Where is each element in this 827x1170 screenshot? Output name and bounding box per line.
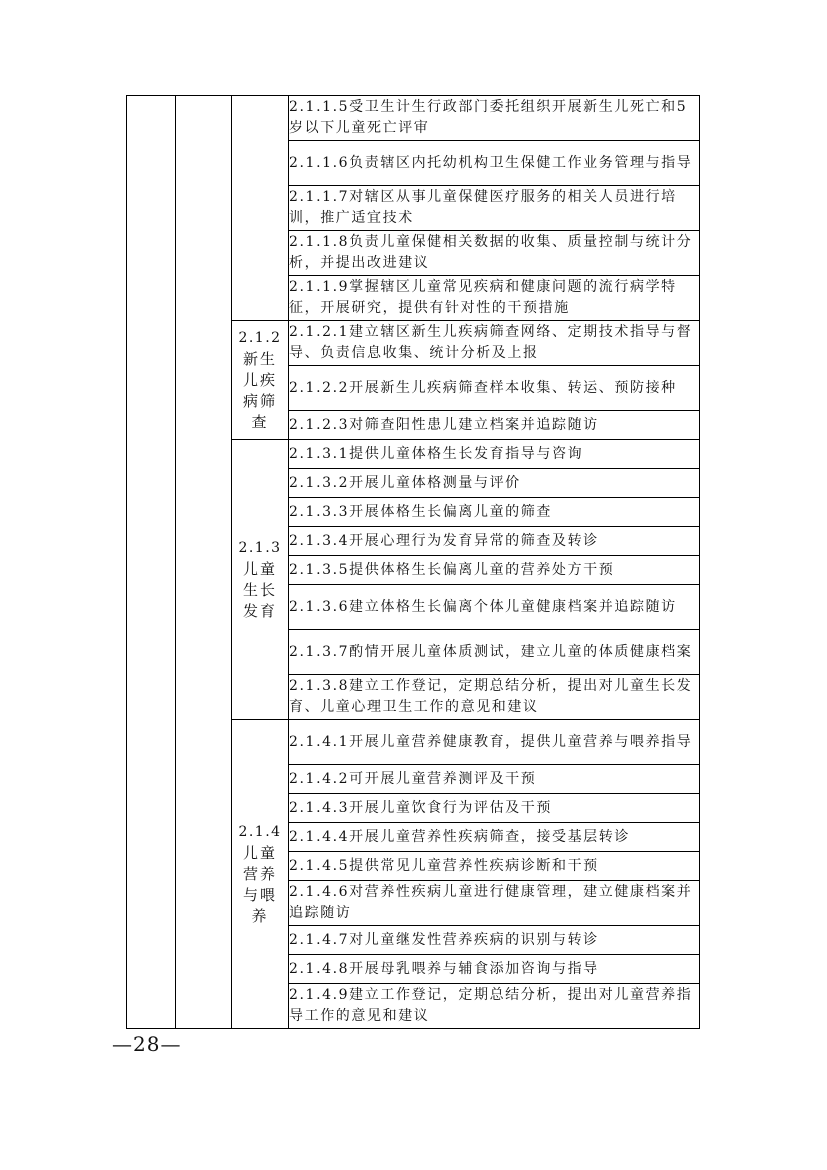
category-name: 儿童生长发育 xyxy=(243,559,278,620)
category-cell xyxy=(232,321,289,440)
category-code: 2.1.2 xyxy=(238,329,282,346)
table-row: 2.1.2.2开展新生儿疾病筛查样本收集、转运、预防接种 xyxy=(289,366,700,411)
level1-cell xyxy=(127,96,176,1029)
table-row: 2.1.1.7对辖区从事儿童保健医疗服务的相关人员进行培训，推广适宜技术 xyxy=(289,186,700,231)
standards-table xyxy=(126,95,700,1029)
category-cell xyxy=(232,440,289,720)
table-row: 2.1.3.3开展体格生长偏离儿童的筛查 xyxy=(289,498,700,527)
table-row: 2.1.4.5提供常见儿童营养性疾病诊断和干预 xyxy=(289,852,700,881)
table-row: 2.1.2.3对筛查阳性患儿建立档案并追踪随访 xyxy=(289,411,700,440)
table-row: 2.1.3.2开展儿童体格测量与评价 xyxy=(289,469,700,498)
category-name: 新生儿疾病筛查 xyxy=(243,349,278,431)
table-row: 2.1.3.6建立体格生长偏离个体儿童健康档案并追踪随访 xyxy=(289,585,700,630)
table-row: 2.1.1.6负责辖区内托幼机构卫生保健工作业务管理与指导 xyxy=(289,141,700,186)
table-row: 2.1.1.5受卫生计生行政部门委托组织开展新生儿死亡和5岁以下儿童死亡评审 xyxy=(289,96,700,141)
table-row: 2.1.4.3开展儿童饮食行为评估及干预 xyxy=(289,794,700,823)
category-code: 2.1.3 xyxy=(238,539,282,556)
table-row: 2.1.4.1开展儿童营养健康教育，提供儿童营养与喂养指导 xyxy=(289,720,700,765)
level2-cell xyxy=(176,96,232,1029)
table-row: 2.1.4.2可开展儿童营养测评及干预 xyxy=(289,765,700,794)
table-row: 2.1.3.8建立工作登记，定期总结分析，提出对儿童生长发育、儿童心理卫生工作的意见和建议 xyxy=(289,675,700,720)
table-row: 2.1.3.1提供儿童体格生长发育指导与咨询 xyxy=(289,440,700,469)
table-row: 2.1.1.9掌握辖区儿童常见疾病和健康问题的流行病学特征，开展研究，提供有针对性的干预措施 xyxy=(289,276,700,321)
page-number: —28— xyxy=(112,1032,182,1056)
table-row: 2.1.4.4开展儿童营养性疾病筛查，接受基层转诊 xyxy=(289,823,700,852)
category-code: 2.1.4 xyxy=(238,823,282,840)
table-row: 2.1.4.8开展母乳喂养与辅食添加咨询与指导 xyxy=(289,955,700,984)
category-cell xyxy=(232,720,289,1029)
table-row: 2.1.3.5提供体格生长偏离儿童的营养处方干预 xyxy=(289,556,700,585)
table-row: 2.1.1.8负责儿童保健相关数据的收集、质量控制与统计分析，并提出改进建议 xyxy=(289,231,700,276)
category-cell xyxy=(232,96,289,321)
table-row: 2.1.3.4开展心理行为发育异常的筛查及转诊 xyxy=(289,527,700,556)
table-row: 2.1.4.9建立工作登记，定期总结分析，提出对儿童营养指导工作的意见和建议 xyxy=(289,984,700,1029)
table-row: 2.1.4.7对儿童继发性营养疾病的识别与转诊 xyxy=(289,926,700,955)
table-row: 2.1.2.1建立辖区新生儿疾病筛查网络、定期技术指导与督导、负责信息收集、统计分析及上报 xyxy=(289,321,700,366)
table-row: 2.1.3.7酌情开展儿童体质测试，建立儿童的体质健康档案 xyxy=(289,630,700,675)
category-name: 儿童营养与喂养 xyxy=(243,843,278,925)
table-row: 2.1.4.6对营养性疾病儿童进行健康管理，建立健康档案并追踪随访 xyxy=(289,881,700,926)
